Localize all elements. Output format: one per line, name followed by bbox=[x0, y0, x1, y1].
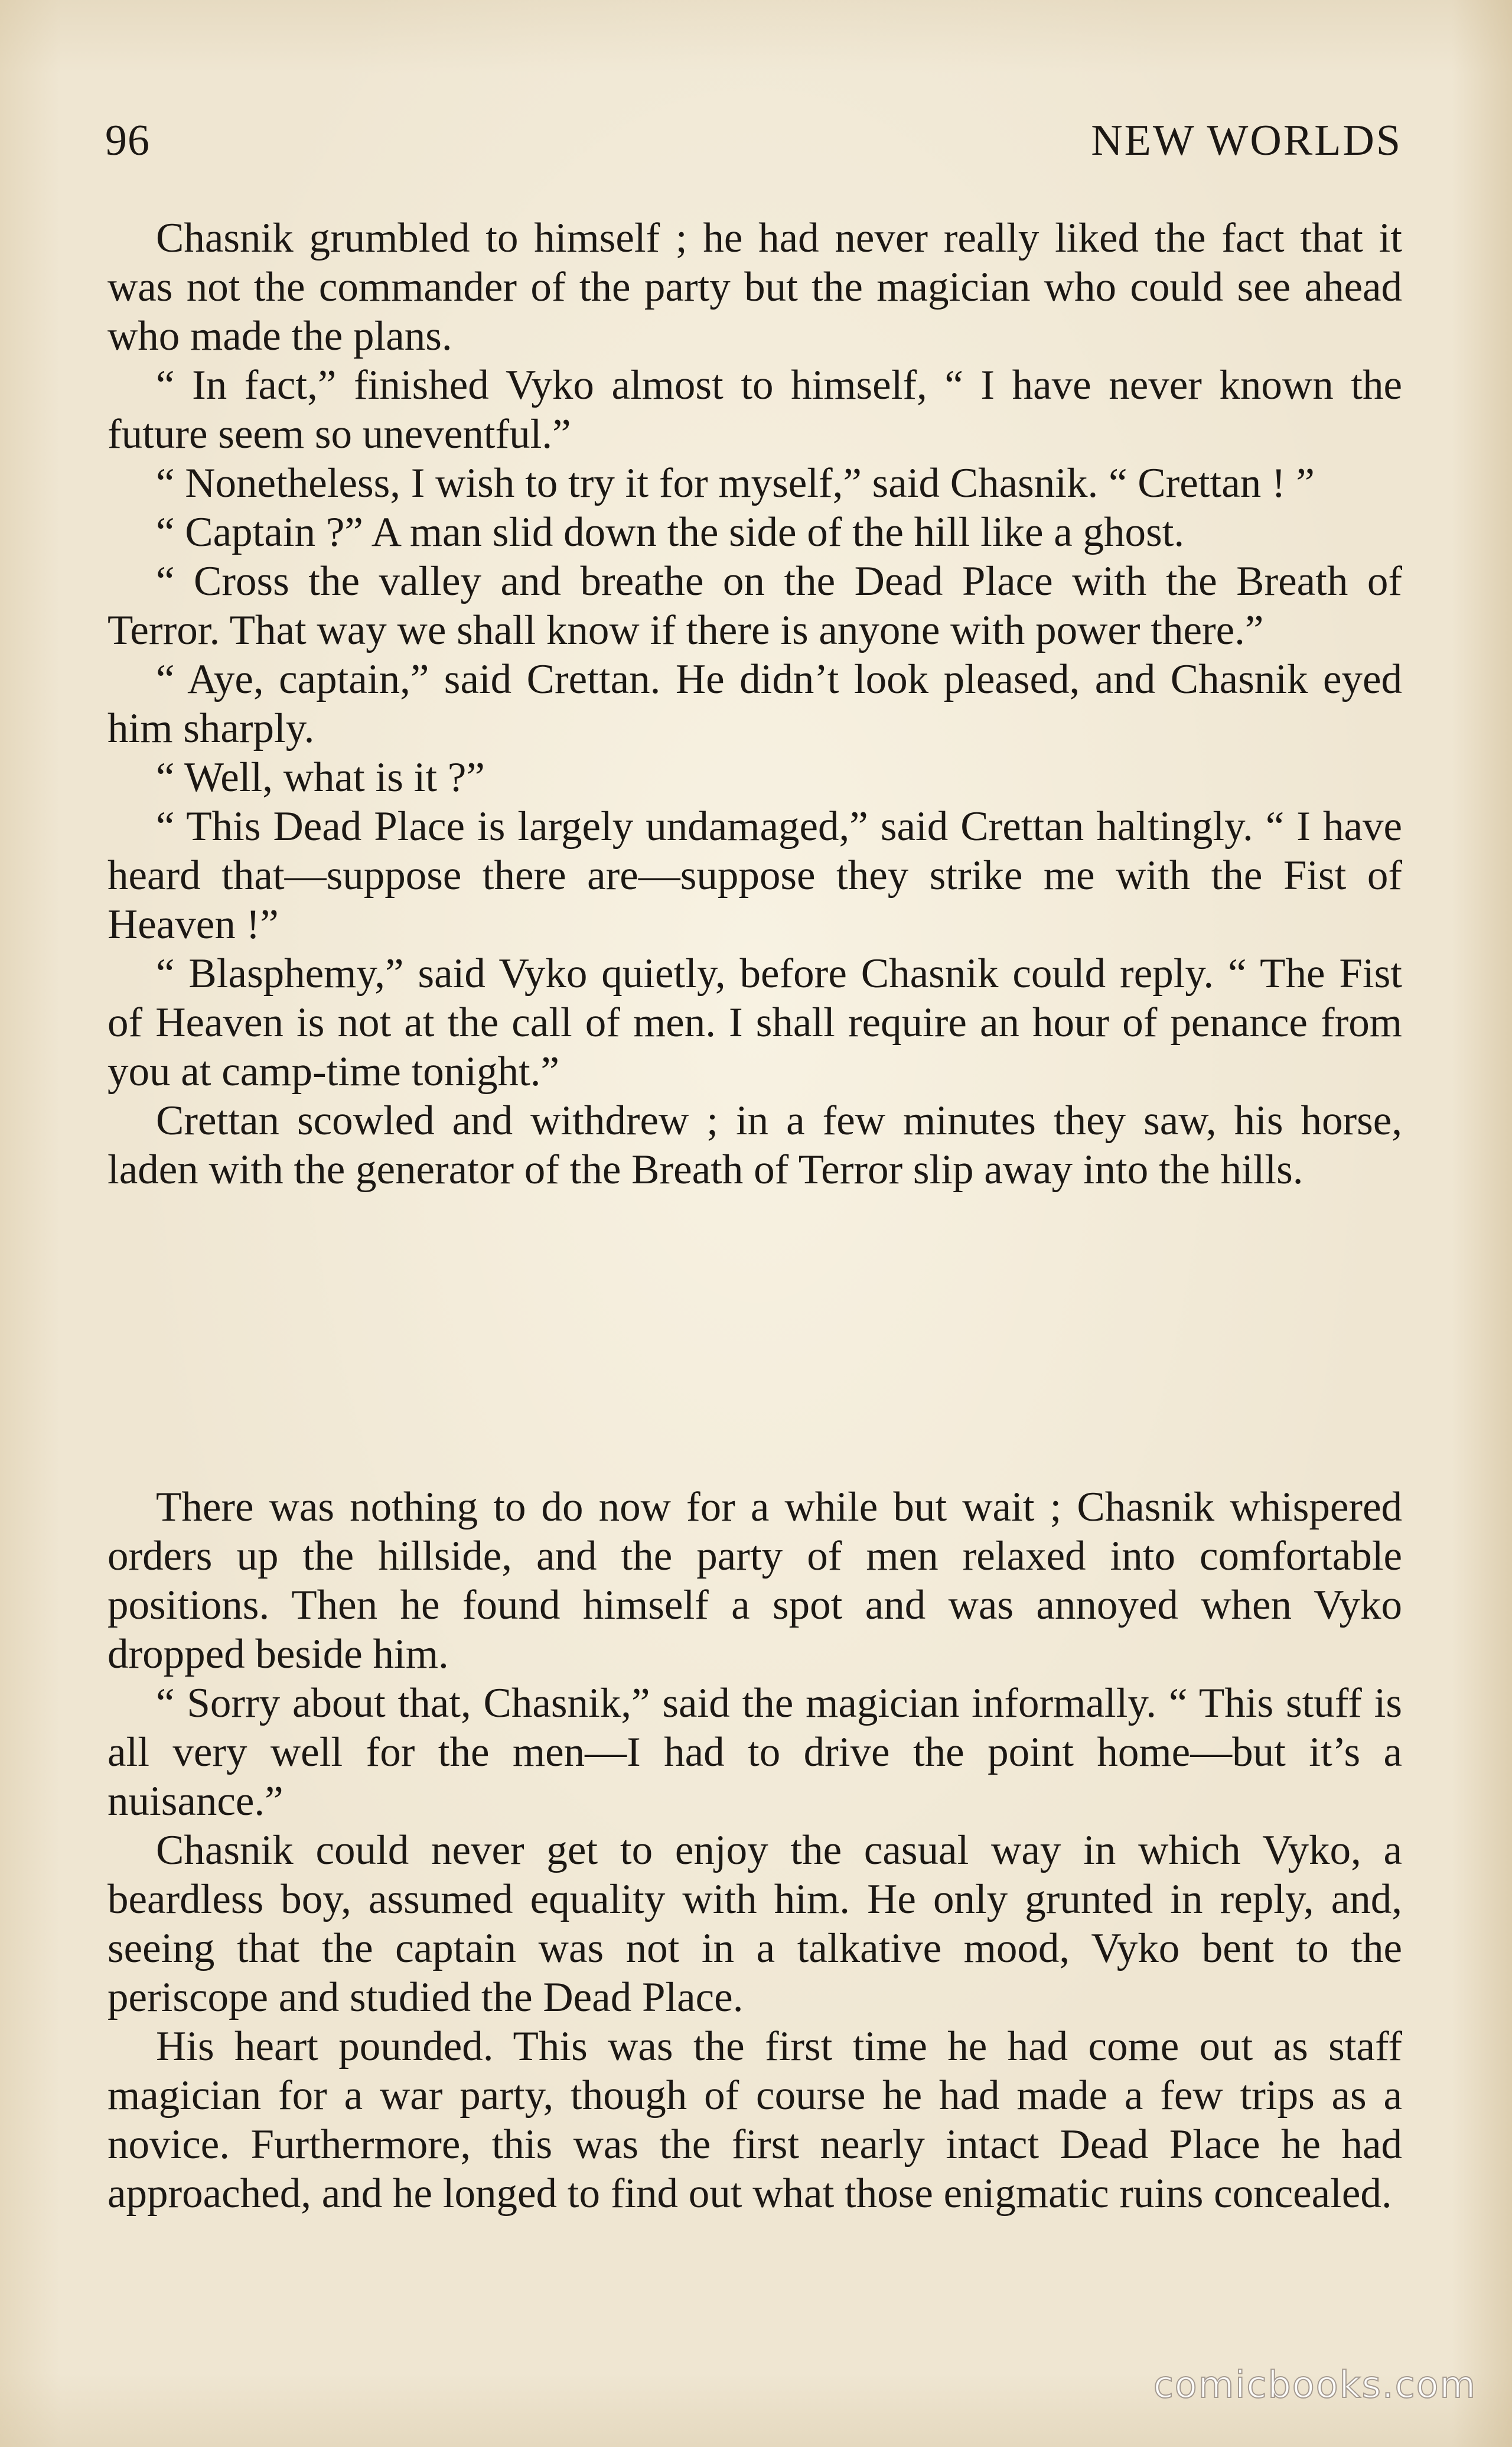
paragraph: “ Blasphemy,” said Vyko quietly, before Chasnik could reply. “ The Fist of Heaven is not at the call of men. I shall require an hour of penance from you at camp-time tonight.” bbox=[107, 951, 1402, 1095]
paragraph: Crettan scowled and withdrew ; in a few minutes they saw, his horse, laden with the generator of the Breath of Terror slip away into the hills. bbox=[107, 1098, 1402, 1193]
paragraph: “ Aye, captain,” said Crettan. He didn’t look pleased, and Chasnik eyed him sharply. bbox=[107, 656, 1402, 751]
section-two bbox=[107, 1483, 1402, 2218]
paragraph: Chasnik could never get to enjoy the casual way in which Vyko, a beardless boy, assumed equality with him. He only grunted in reply, and, seeing that the captain was not in a talkative mood, Vyko bent to the periscope and studied the Dead Place. bbox=[107, 1827, 1402, 2020]
running-title: NEW WORLDS bbox=[1091, 116, 1402, 165]
paragraph: “ Cross the valley and breathe on the Dead Place with the Breath of Terror. That way we shall know if there is anyone with power there.” bbox=[107, 558, 1402, 653]
paragraph: “ Captain ?” A man slid down the side of the hill like a ghost. bbox=[156, 509, 1185, 555]
paragraph: His heart pounded. This was the first time he had come out as staff magician for a war party, though of course he had made a few trips as a novice. Furthermore, this was the first nearly intact Dead Place he had approached, and he longed to find out what those enigmatic ruins concealed. bbox=[107, 2023, 1402, 2217]
paragraph: There was nothing to do now for a while but wait ; Chasnik whispered orders up the hillside, and the party of men relaxed into comfortable positions. Then he found himself a spot and was annoyed when Vyko dropped beside him. bbox=[107, 1484, 1402, 1677]
page-number: 96 bbox=[105, 116, 150, 165]
paragraph: “ This Dead Place is largely undamaged,” said Crettan haltingly. “ I have heard that—suppose there are—suppose they strike me with the Fist of Heaven !” bbox=[107, 803, 1402, 948]
running-head bbox=[105, 112, 1402, 169]
section-one bbox=[107, 214, 1402, 1195]
paragraph: “ Well, what is it ?” bbox=[156, 754, 485, 801]
paragraph: “ In fact,” finished Vyko almost to himself, “ I have never known the future seem so uneventful.” bbox=[107, 362, 1402, 457]
paragraph: “ Sorry about that, Chasnik,” said the magician informally. “ This stuff is all very well for the men—I had to drive the point home—but it’s a nuisance.” bbox=[107, 1680, 1402, 1824]
paragraph: “ Nonetheless, I wish to try it for myself,” said Chasnik. “ Crettan ! ” bbox=[156, 460, 1315, 506]
watermark: comicbooks.com bbox=[1153, 2363, 1477, 2406]
paragraph: Chasnik grumbled to himself ; he had never really liked the fact that it was not the commander of the party but the magician who could see ahead who made the plans. bbox=[107, 215, 1402, 359]
